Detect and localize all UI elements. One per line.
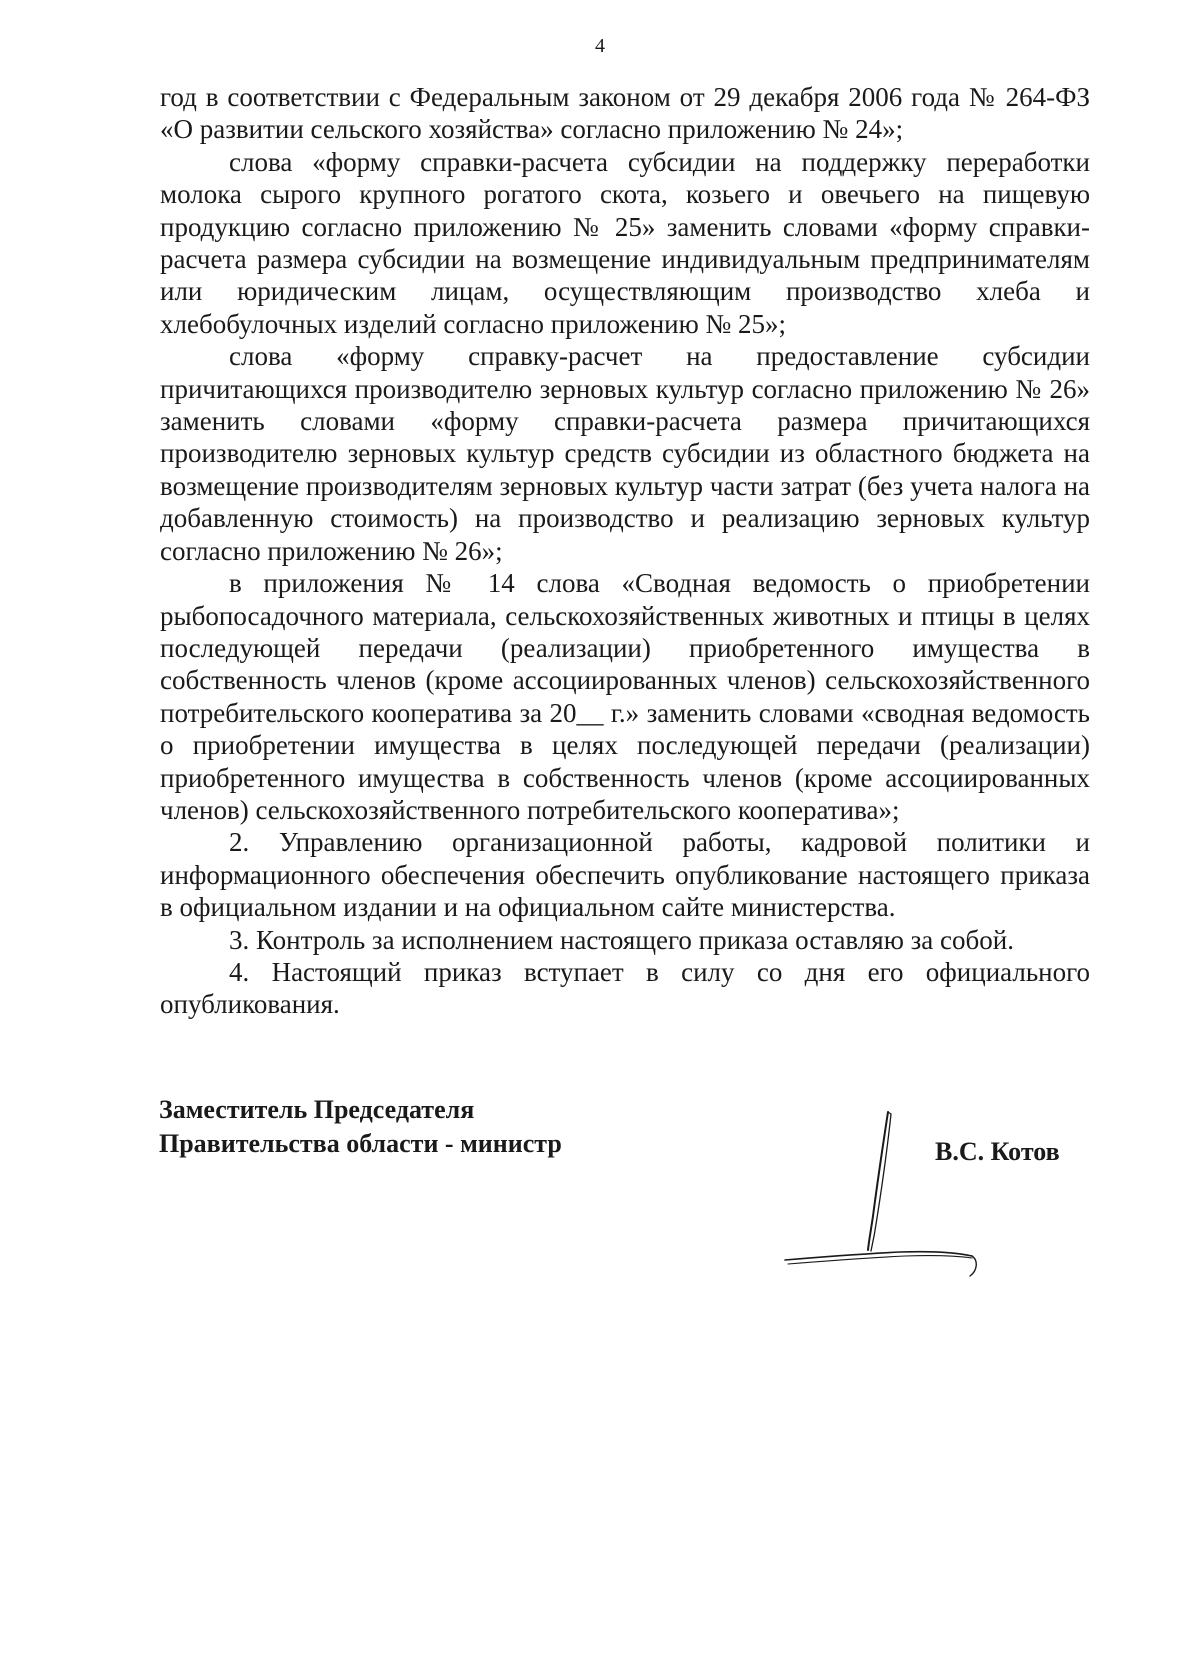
page-number: 4 <box>595 35 605 57</box>
paragraph-amendment-26: слова «форму справку-расчет на предоставление субсидии причитающихся производителю зерновых культур согласно приложению № 26» заменить словами «форму справки-расчета размера причитающихся производителю зерновых культур средств субсидии из областного бюджета на возмещение производителям зерновых культур части затрат (без учета налога на добавленную стоимость) на производство и реализацию зерновых культур согласно приложению № 26»; <box>160 341 1090 566</box>
paragraph-amendment-25: слова «форму справки-расчета субсидии на поддержку переработки молока сырого крупного рогатого скота, козьего и овечьего на пищевую продукцию согласно приложению № 25» заменить словами «форму справки-расчета размера субсидии на возмещение индивидуальным предпринимателям или юридическим лицам, осуществляющим производство хлеба и хлебобулочных изделий согласно приложению № 25»; <box>160 146 1090 339</box>
paragraph-amendment-14: в приложения № 14 слова «Сводная ведомость о приобретении рыбопосадочного материала, сельскохозяйственных животных и птицы в целях последующей передачи (реализации) приобретенного имущества в собственность членов (кроме ассоциированных членов) сельскохозяйственного потребительского кооператива за 20__ г.» заменить словами «сводная ведомость о приобретении имущества в целях последующей передачи (реализации) приобретенного имущества в собственность членов (кроме ассоциированных членов) сельскохозяйственного потребительского кооператива»; <box>160 568 1090 825</box>
paragraph-continuation: год в соответствии с Федеральным законом от 29 декабря 2006 года № 264-ФЗ «О развитии сельского хозяйства» согласно приложению № 24»; <box>160 82 1090 145</box>
document-body <box>160 81 1090 1021</box>
paragraph-item-2: 2. Управлению организационной работы, кадровой политики и информационного обеспечения обеспечить опубликование настоящего приказа в официальном издании и на официальном сайте министерства. <box>160 827 1090 923</box>
signatory-name: В.С. Котов <box>935 1137 1060 1166</box>
paragraph-item-3: 3. Контроль за исполнением настоящего приказа оставляю за собой. <box>229 924 1014 955</box>
signatory-title-line-2: Правительства области - министр <box>159 1129 562 1158</box>
handwritten-signature <box>780 1108 1000 1278</box>
signatory-title <box>159 1093 562 1161</box>
paragraph-item-4: 4. Настоящий приказ вступает в силу со дня его официального опубликования. <box>160 956 1090 1020</box>
signatory-title-line-1: Заместитель Председателя <box>159 1095 475 1124</box>
